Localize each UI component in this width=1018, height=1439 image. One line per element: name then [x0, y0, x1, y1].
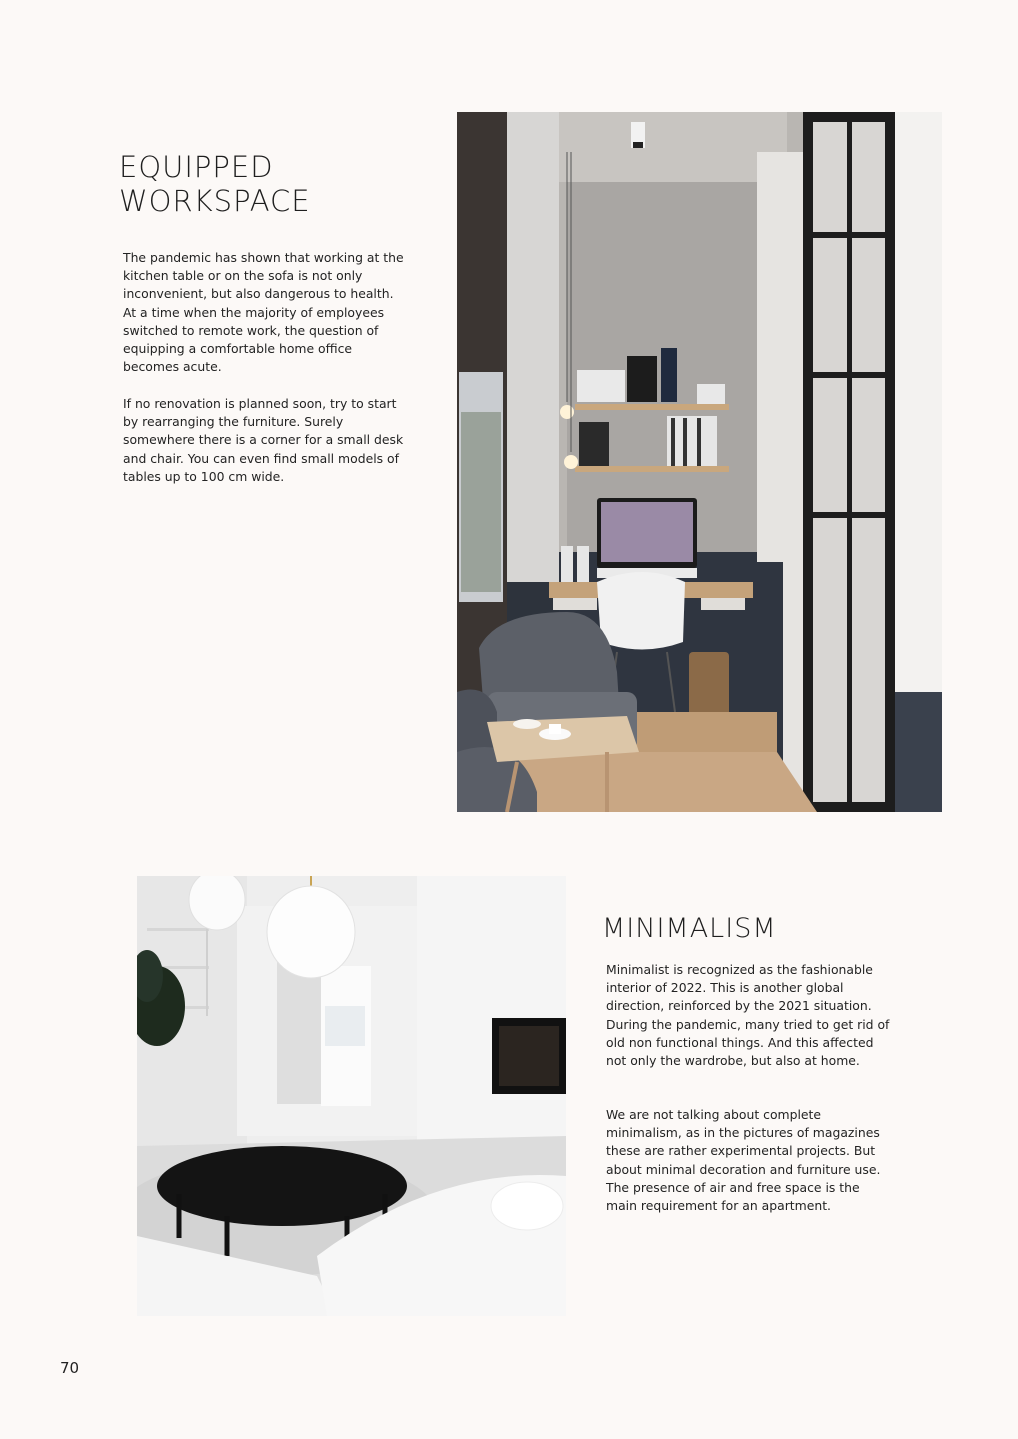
workspace-paragraph-1: The pandemic has shown that working at the kitchen table or on the sofa is not only inconvenient, but also dangerous to health. At a time when the majority of employees switched to remote work, the question of equipping a comfortable home office becomes acute. — [123, 250, 404, 375]
home-office-photo — [457, 112, 942, 812]
workspace-heading-line1: EQUIPPED — [119, 150, 274, 184]
living-room-photo — [137, 876, 566, 1316]
minimalism-paragraph-1: Minimalist is recognized as the fashionable interior of 2022. This is another global direction, reinforced by the 2021 situation. During the pandemic, many tried to get rid of old non functional things. And this affected not only the wardrobe, but also at home. — [606, 962, 890, 1069]
minimalism-heading: MINIMALISM — [602, 913, 777, 944]
page-number: 70 — [60, 1359, 80, 1377]
workspace-heading — [119, 150, 439, 218]
workspace-heading-line2: WORKSPACE — [119, 184, 311, 218]
minimalism-paragraph-2: We are not talking about complete minimalism, as in the pictures of magazines these are rather experimental projects. But about minimal decoration and furniture use. The presence of air and free space is the main requirement for an apartment. — [606, 1107, 881, 1214]
workspace-paragraph-2: If no renovation is planned soon, try to start by rearranging the furniture. Surely somewhere there is a corner for a small desk and chair. You can even find small models of tables up to 100 cm wide. — [123, 396, 404, 484]
